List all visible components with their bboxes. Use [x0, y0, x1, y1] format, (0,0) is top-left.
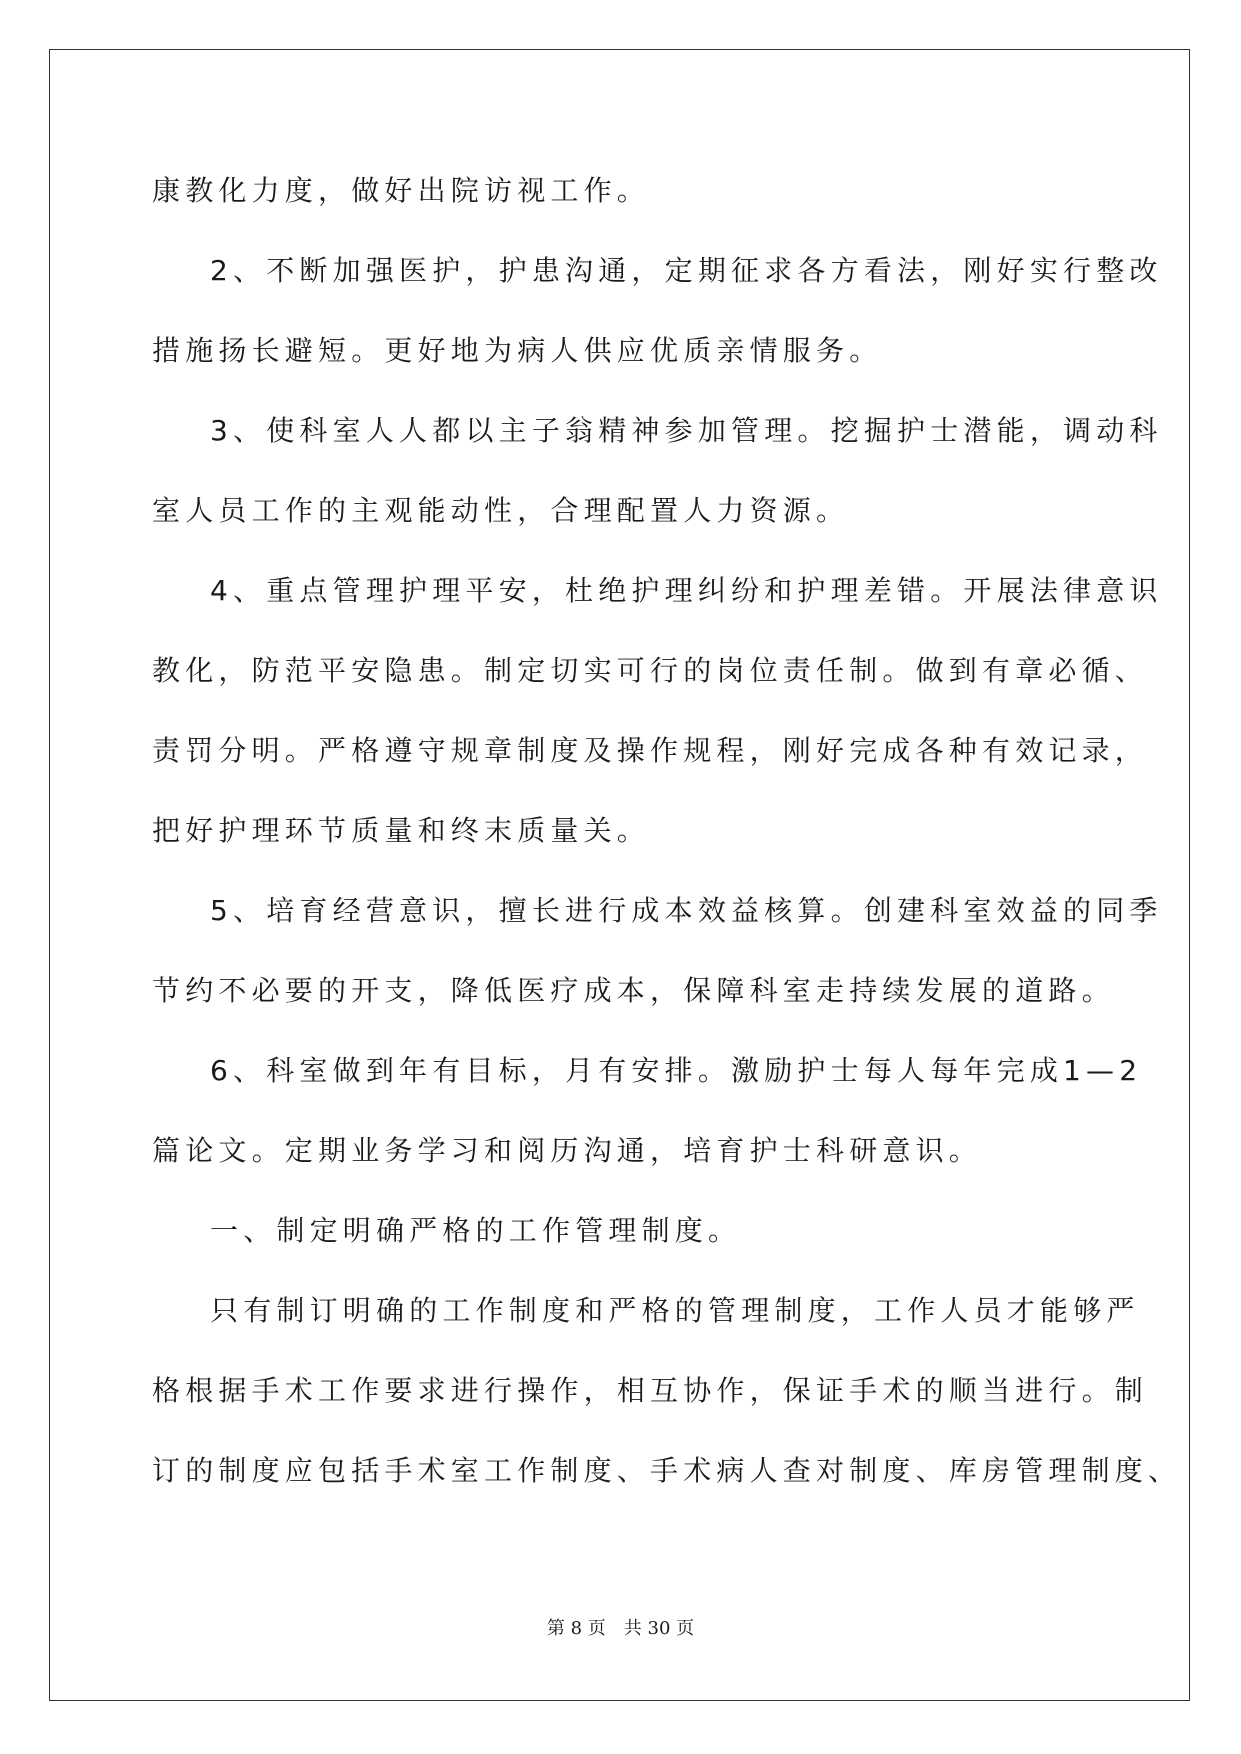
text-line: 2、不断加强医护，护患沟通，定期征求各方看法，刚好实行整改 — [210, 254, 1163, 287]
page-total: 共 30 页 — [623, 1618, 695, 1639]
text-line: 6、科室做到年有目标，月有安排。激励护士每人每年完成1—2 — [210, 1054, 1143, 1087]
text-line: 措施扬长避短。更好地为病人供应优质亲情服务。 — [152, 334, 883, 367]
text-line: 格根据手术工作要求进行操作，相互协作，保证手术的顺当进行。制 — [152, 1374, 1149, 1407]
text-line: 室人员工作的主观能动性，合理配置人力资源。 — [152, 494, 850, 527]
text-line: 订的制度应包括手术室工作制度、手术病人查对制度、库房管理制度、 — [152, 1454, 1182, 1487]
text-line: 篇论文。定期业务学习和阅历沟通，培育护士科研意识。 — [152, 1134, 983, 1167]
text-line: 把好护理环节质量和终末质量关。 — [152, 814, 651, 847]
text-line: 一、制定明确严格的工作管理制度。 — [210, 1214, 742, 1247]
text-line: 康教化力度，做好出院访视工作。 — [152, 174, 651, 207]
text-line: 责罚分明。严格遵守规章制度及操作规程，刚好完成各种有效记录， — [152, 734, 1149, 767]
text-line: 教化，防范平安隐患。制定切实可行的岗位责任制。做到有章必循、 — [152, 654, 1149, 687]
page-number: 第 8 页 — [546, 1618, 606, 1639]
page-footer — [0, 1617, 1241, 1641]
text-line: 4、重点管理护理平安，杜绝护理纠纷和护理差错。开展法律意识 — [210, 574, 1163, 607]
text-line: 3、使科室人人都以主子翁精神参加管理。挖掘护士潜能，调动科 — [210, 414, 1163, 447]
text-line: 节约不必要的开支，降低医疗成本，保障科室走持续发展的道路。 — [152, 974, 1115, 1007]
text-line: 5、培育经营意识，擅长进行成本效益核算。创建科室效益的同季 — [210, 894, 1163, 927]
text-line: 只有制订明确的工作制度和严格的管理制度，工作人员才能够严 — [210, 1294, 1140, 1327]
